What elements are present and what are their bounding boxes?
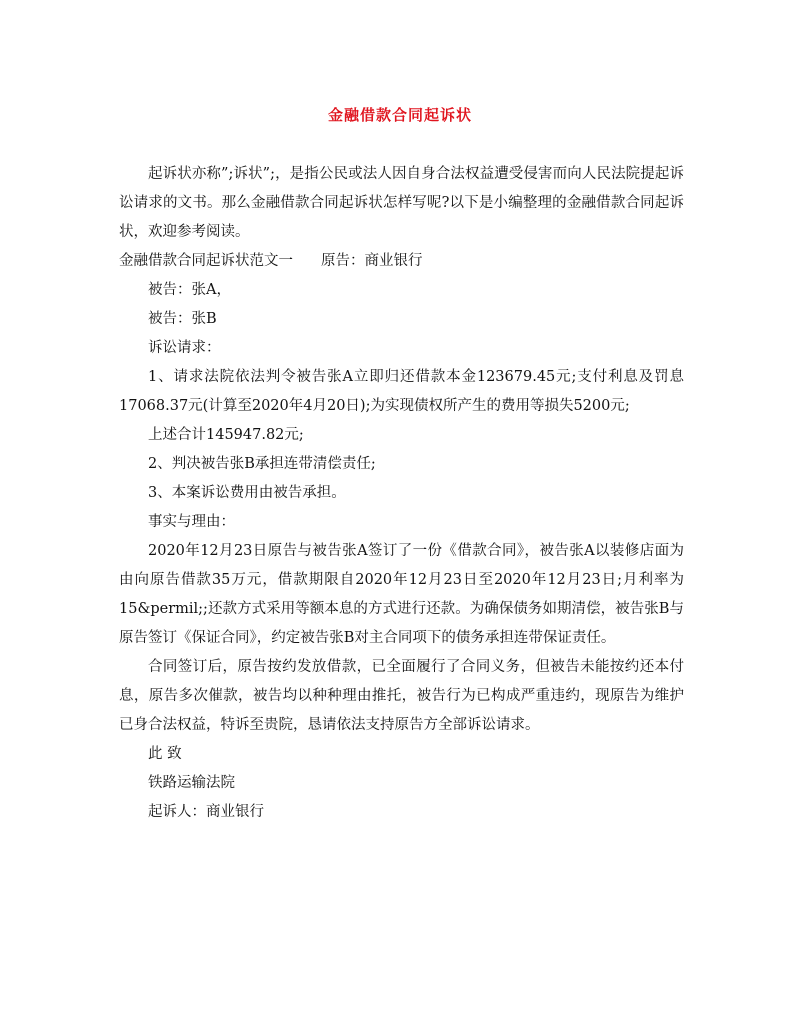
court-line: 铁路运输法院 xyxy=(148,775,235,791)
claim-2-line: 2、判决被告张B承担连带清偿责任; xyxy=(148,456,376,472)
defendant-a-line: 被告：张A， xyxy=(148,282,231,298)
claims-heading: 诉讼请求： xyxy=(148,340,221,356)
closing-line: 此 致 xyxy=(148,746,182,762)
claim-1-paragraph: 1、请求法院依法判令被告张A立即归还借款本金123679.45元;支付利息及罚息17068.37元(计算至2020年4月20日);为实现债权所产生的费用等损失5200元; xyxy=(119,369,684,414)
sample-heading-line xyxy=(119,247,684,276)
sample-heading: 金融借款合同起诉状范文一 xyxy=(119,253,293,269)
intro-paragraph: 起诉状亦称”;诉状”;，是指公民或法人因自身合法权益遭受侵害而向人民法院提起诉讼请求的文书。那么金融借款合同起诉状怎样写呢?以下是小编整理的金融借款合同起诉状，欢迎参考阅读。 xyxy=(119,166,684,240)
facts-heading: 事实与理由： xyxy=(148,514,235,530)
facts-paragraph-2: 合同签订后，原告按约发放借款，已全面履行了合同义务，但被告未能按约还本付息，原告多次催款，被告均以种种理由推托，被告行为已构成严重违约，现原告为维护已身合法权益，特诉至贵院，恳请依法支持原告方全部诉讼请求。 xyxy=(119,659,684,733)
document-body xyxy=(119,160,684,827)
document-title: 金融借款合同起诉状 xyxy=(327,106,472,124)
signer-line: 起诉人：商业银行 xyxy=(148,804,264,820)
total-line: 上述合计145947.82元; xyxy=(148,427,304,443)
plaintiff-line: 原告：商业银行 xyxy=(321,253,423,269)
claim-3-line: 3、本案诉讼费用由被告承担。 xyxy=(148,485,346,501)
defendant-b-line: 被告：张B xyxy=(148,311,217,327)
facts-paragraph-1: 2020年12月23日原告与被告张A签订了一份《借款合同》，被告张A以装修店面为由向原告借款35万元，借款期限自2020年12月23日至2020年12月23日;月利率为15&permil;;还款方式采用等额本息的方式进行还款。为确保债务如期清偿，被告张B与原告签订《保证合同》，约定被告张B对主合同项下的债务承担连带保证责任。 xyxy=(119,543,684,646)
